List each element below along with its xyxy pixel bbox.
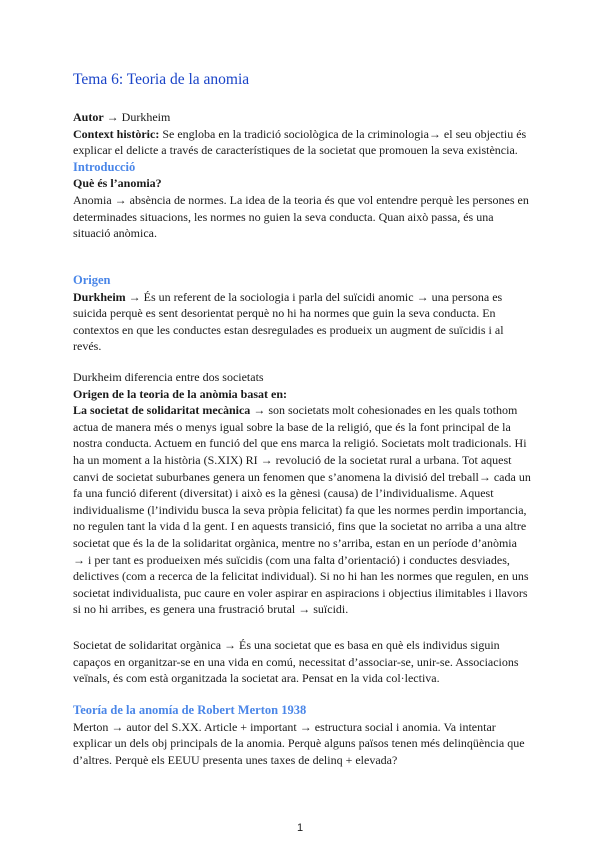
autor-text: → Durkheim	[103, 110, 171, 124]
introduccio-heading: Introducció	[73, 159, 136, 174]
introduccio-question: Què és l’anomia?	[73, 176, 162, 191]
merton-section	[73, 702, 531, 768]
origen-heading: Origen	[73, 273, 111, 287]
diferencia-line: Durkheim diferencia entre dos societats	[73, 370, 264, 384]
context-text: Se engloba en la tradició sociològica de la criminologia→ el seu objectiu és explicar el delicte a través de característiques de la societat que promouen la seva existència.	[73, 126, 527, 158]
durkheim-label: Durkheim	[73, 289, 126, 304]
mecanica-paragraph	[73, 402, 531, 618]
autor-line	[73, 109, 531, 126]
organica-paragraph: Societat de solidaritat orgànica → És una societat que es basa en què els individus siguin capaços en organitzar-se en una vida en comú, necessitat d’associar-se, unir-se. Associacions veïnals, és com està organitzada la societat ara. Pensat en la vida col·lectiva.	[73, 638, 519, 686]
introduccio-text: Anomia → absència de normes. La idea de la teoria és que vol entendre perquè les persones en determinades situacions, les normes no guien la seva conducta. Quan això passa, és una situació anòmica.	[73, 192, 529, 241]
intro-section	[73, 109, 531, 242]
context-label: Context històric:	[73, 126, 160, 141]
autor-label: Autor	[73, 110, 104, 124]
mecanica-label: La societat de solidaritat mecànica	[73, 403, 251, 418]
context-paragraph	[73, 126, 531, 159]
durkheim-paragraph	[73, 289, 531, 355]
mecanica-text: → son societats molt cohesionades en les quals tothom actua de manera més o menys igual sobre la base de la religió, que és la font principal de la nostra conducta. Actuem en funció del que ens marca la religió. Societats molt tradicionals. Hi ha un moment a la història (S.XIX) RI → revolució de la societat rural a urbana. Tot aquest canvi de societat suburbanes genera un fenomen que s’anomena la divisió del treball→ cada un fa una funció diferent (diversitat) i això es la gènesi (causa) de l’individualisme. Aquest individualisme (l’individu busca la seva pròpia felicitat) fa que les normes perdin importancia, no regulen tant la vida d la gent. I en aquests transició, fins que la societat no arriba a una altre societat que és la de la solidaritat orgànica, mentre no s’arriba, estan en un període d’anòmia → i per tant es produeixen més suïcidis (com una falta d’orientació) i conductes desviades, delictives (com a recerca de la felicitat individual). Si no hi han les normes que regulen, en uns societat individualista, puc caure en voler aspirar en aspiracions i objectius ilimitables i llavors si no hi arribes, es genera una frustració brutal → suïcidi.	[73, 403, 531, 617]
organica-section	[73, 637, 531, 687]
page-number: 1	[296, 822, 304, 834]
page-title: Tema 6: Teoria de la anomia	[73, 71, 250, 88]
merton-text: Merton → autor del S.XX. Article + important → estructura social i anomia. Va intentar explicar un dels obj principals de la anomia. Perquè alguns països tenen més delinqüència que d’altres. Perquè els EEUU presenta unes taxes de delinq + elevada?	[73, 719, 525, 767]
merton-heading: Teoría de la anomía de Robert Merton 1938	[73, 703, 307, 717]
durkheim-text: → És un referent de la sociologia i parla del suïcidi anomic → una persona es suicida perquè es sent desorientat perquè no hi ha normes que guin la seva conducta. En contextos en que les conductes estan desregulades es produeix un augment de suïcidis i al revés.	[73, 289, 504, 354]
origen-section	[73, 272, 531, 355]
origen-subheading: Origen de la teoria de la anòmia basat en:	[73, 386, 287, 401]
origen-detail-section	[73, 369, 531, 618]
